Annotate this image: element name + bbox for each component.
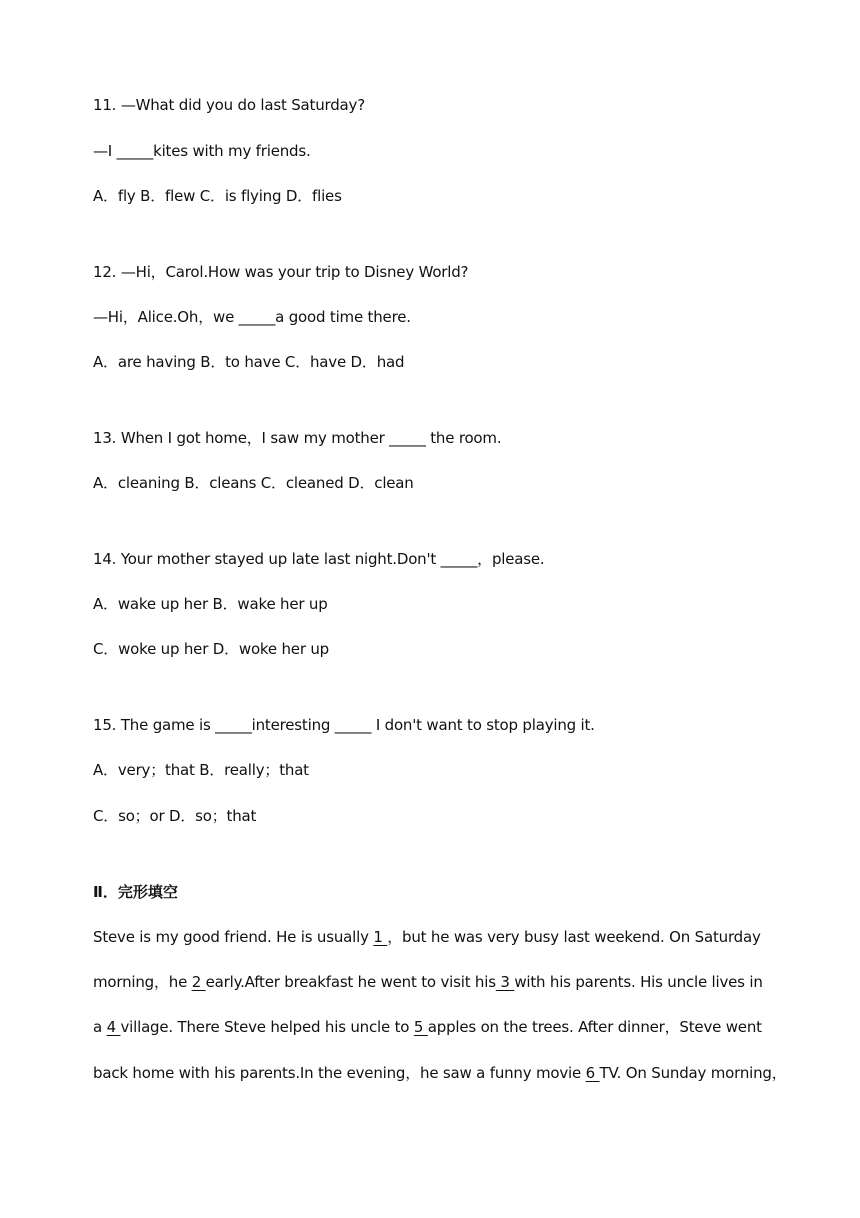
cloze-passage-line-1: [93, 927, 761, 947]
section-heading-cloze: Ⅱ．完形填空: [93, 883, 178, 901]
cloze-passage-line-3: [93, 1017, 762, 1037]
question-12-stem: 12. —Hi，Carol.How was your trip to Disney World?: [93, 263, 469, 281]
cloze-blank-4: 4: [106, 1018, 121, 1036]
cloze-text: early.After breakfast he went to visit his: [205, 973, 496, 991]
question-11-stem: 11. —What did you do last Saturday?: [93, 96, 365, 114]
cloze-passage-line-2: [93, 972, 763, 992]
cloze-text: village. There Steve helped his uncle to: [120, 1018, 414, 1036]
cloze-blank-1: 1: [373, 928, 388, 946]
question-14-options-ab: A．wake up her B．wake her up: [93, 595, 328, 613]
cloze-text: with his parents. His uncle lives in: [514, 973, 763, 991]
question-13-options: A．cleaning B．cleans C．cleaned D．clean: [93, 474, 414, 492]
question-12-answer-line: —Hi，Alice.Oh，we _____a good time there.: [93, 308, 411, 326]
cloze-blank-3: 3: [495, 973, 515, 991]
question-14-stem: 14. Your mother stayed up late last night.Don't _____，please.: [93, 550, 545, 568]
cloze-text: ，but he was very busy last weekend. On Saturday: [387, 928, 761, 946]
question-13-stem: 13. When I got home，I saw my mother _____ the room.: [93, 429, 502, 447]
question-11-options: A．fly B．flew C．is flying D．flies: [93, 187, 342, 205]
cloze-text: a: [93, 1018, 107, 1036]
cloze-text: TV. On Sunday morning，: [599, 1064, 787, 1082]
cloze-text: back home with his parents.In the evening，he saw a funny movie: [93, 1064, 586, 1082]
cloze-blank-2: 2: [191, 973, 206, 991]
question-12-options: A．are having B．to have C．have D．had: [93, 353, 405, 371]
cloze-text: Steve is my good friend. He is usually: [93, 928, 374, 946]
question-15-options-cd: C．so；or D．so；that: [93, 807, 257, 825]
cloze-text: apples on the trees. After dinner，Steve went: [427, 1018, 762, 1036]
question-15-options-ab: A．very；that B．really；that: [93, 761, 309, 779]
cloze-blank-5: 5: [413, 1018, 428, 1036]
cloze-text: morning，he: [93, 973, 192, 991]
question-11-answer-line: —I _____kites with my friends.: [93, 142, 311, 160]
question-14-options-cd: C．woke up her D．woke her up: [93, 640, 329, 658]
cloze-passage-line-4: [93, 1063, 787, 1083]
cloze-blank-6: 6: [585, 1064, 600, 1082]
question-15-stem: 15. The game is _____interesting _____ I don't want to stop playing it.: [93, 716, 595, 734]
